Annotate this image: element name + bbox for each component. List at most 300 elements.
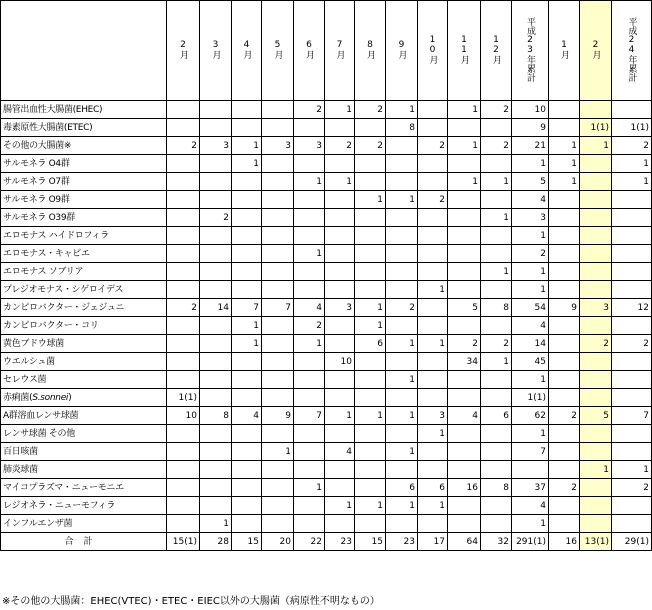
count-cell: 6 bbox=[355, 335, 386, 353]
count-cell bbox=[294, 515, 325, 533]
count-cell bbox=[549, 497, 580, 515]
count-cell: 2 bbox=[481, 335, 512, 353]
table-row bbox=[1, 191, 652, 209]
count-cell: 1 bbox=[418, 335, 448, 353]
count-cell bbox=[325, 281, 355, 299]
count-cell: 6 bbox=[386, 479, 418, 497]
count-cell bbox=[167, 173, 200, 191]
table-row bbox=[1, 461, 652, 479]
count-cell bbox=[200, 353, 232, 371]
count-cell bbox=[262, 479, 294, 497]
count-cell: 13(1) bbox=[580, 533, 612, 551]
count-cell bbox=[167, 515, 200, 533]
count-cell bbox=[355, 371, 386, 389]
count-cell bbox=[200, 263, 232, 281]
count-cell bbox=[448, 245, 481, 263]
table-row bbox=[1, 515, 652, 533]
count-cell bbox=[448, 209, 481, 227]
count-cell bbox=[448, 317, 481, 335]
count-cell bbox=[167, 479, 200, 497]
count-cell: 1 bbox=[386, 371, 418, 389]
count-cell bbox=[386, 515, 418, 533]
count-cell: 4 bbox=[325, 443, 355, 461]
count-cell bbox=[200, 245, 232, 263]
count-cell: 1 bbox=[512, 155, 549, 173]
count-cell bbox=[612, 443, 652, 461]
count-cell bbox=[386, 389, 418, 407]
count-cell: 1 bbox=[325, 407, 355, 425]
column-header-label: 1月 bbox=[559, 39, 569, 59]
count-cell bbox=[355, 263, 386, 281]
count-cell bbox=[481, 227, 512, 245]
count-cell: 1 bbox=[448, 137, 481, 155]
count-cell: 3 bbox=[262, 137, 294, 155]
count-cell: 3 bbox=[325, 299, 355, 317]
count-cell bbox=[549, 317, 580, 335]
count-cell: 2 bbox=[481, 101, 512, 119]
count-cell bbox=[262, 425, 294, 443]
count-cell: 1 bbox=[355, 317, 386, 335]
count-cell bbox=[232, 281, 262, 299]
row-label: マイコプラズマ・ニューモニエ bbox=[1, 479, 167, 497]
count-cell bbox=[549, 263, 580, 281]
count-cell bbox=[294, 209, 325, 227]
count-cell: 10 bbox=[512, 101, 549, 119]
count-cell bbox=[167, 119, 200, 137]
table-row bbox=[1, 173, 652, 191]
column-header bbox=[448, 1, 481, 101]
count-cell bbox=[325, 389, 355, 407]
column-header bbox=[481, 1, 512, 101]
count-cell: 1 bbox=[294, 335, 325, 353]
column-header-label: 5月 bbox=[272, 39, 283, 59]
table-row bbox=[1, 371, 652, 389]
count-cell bbox=[325, 479, 355, 497]
table-row bbox=[1, 443, 652, 461]
count-cell: 1 bbox=[232, 317, 262, 335]
count-cell: 3 bbox=[294, 137, 325, 155]
count-cell: 1 bbox=[512, 371, 549, 389]
count-cell: 7 bbox=[512, 443, 549, 461]
count-cell bbox=[580, 173, 612, 191]
count-cell: 2 bbox=[580, 335, 612, 353]
count-cell bbox=[386, 137, 418, 155]
count-cell: 1 bbox=[232, 155, 262, 173]
count-cell: 2 bbox=[294, 101, 325, 119]
count-cell bbox=[418, 299, 448, 317]
row-label: 百日咳菌 bbox=[1, 443, 167, 461]
table-row bbox=[1, 317, 652, 335]
count-cell: 1 bbox=[580, 137, 612, 155]
count-cell: 4 bbox=[232, 407, 262, 425]
count-cell bbox=[355, 155, 386, 173]
count-cell bbox=[200, 389, 232, 407]
count-cell bbox=[167, 335, 200, 353]
header-row bbox=[1, 1, 652, 101]
count-cell: 1 bbox=[580, 461, 612, 479]
count-cell bbox=[355, 425, 386, 443]
table-row bbox=[1, 245, 652, 263]
count-cell: 2 bbox=[481, 137, 512, 155]
count-cell bbox=[262, 227, 294, 245]
count-cell bbox=[418, 371, 448, 389]
count-cell bbox=[232, 515, 262, 533]
count-cell bbox=[448, 263, 481, 281]
count-cell bbox=[167, 425, 200, 443]
count-cell bbox=[232, 425, 262, 443]
count-cell: 1 bbox=[325, 497, 355, 515]
count-cell: 9 bbox=[512, 119, 549, 137]
count-cell bbox=[262, 497, 294, 515]
count-cell: 1 bbox=[418, 497, 448, 515]
table-row bbox=[1, 389, 652, 407]
count-cell bbox=[325, 263, 355, 281]
count-cell: 4 bbox=[294, 299, 325, 317]
count-cell bbox=[325, 371, 355, 389]
count-cell bbox=[481, 281, 512, 299]
count-cell bbox=[481, 317, 512, 335]
count-cell bbox=[418, 173, 448, 191]
column-header-label: 平成24年累計 bbox=[626, 16, 637, 82]
count-cell bbox=[167, 263, 200, 281]
count-cell: 21 bbox=[512, 137, 549, 155]
row-label: インフルエンザ菌 bbox=[1, 515, 167, 533]
count-cell: 1 bbox=[386, 407, 418, 425]
count-cell: 7 bbox=[232, 299, 262, 317]
count-cell bbox=[580, 245, 612, 263]
count-cell bbox=[418, 245, 448, 263]
table-row bbox=[1, 209, 652, 227]
count-cell: 54 bbox=[512, 299, 549, 317]
count-cell bbox=[262, 335, 294, 353]
count-cell bbox=[294, 371, 325, 389]
count-cell bbox=[355, 461, 386, 479]
count-cell: 1 bbox=[355, 497, 386, 515]
count-cell bbox=[232, 479, 262, 497]
count-cell bbox=[512, 461, 549, 479]
count-cell bbox=[418, 353, 448, 371]
row-label: 毒素原性大腸菌(ETEC) bbox=[1, 119, 167, 137]
count-cell: 37 bbox=[512, 479, 549, 497]
count-cell: 1 bbox=[481, 209, 512, 227]
count-cell: 1 bbox=[355, 407, 386, 425]
row-label: エロモナス ソブリア bbox=[1, 263, 167, 281]
count-cell bbox=[262, 317, 294, 335]
count-cell bbox=[262, 515, 294, 533]
count-cell: 9 bbox=[549, 299, 580, 317]
count-cell: 2 bbox=[355, 137, 386, 155]
count-cell bbox=[386, 209, 418, 227]
count-cell: 1 bbox=[512, 515, 549, 533]
count-cell bbox=[481, 245, 512, 263]
count-cell bbox=[580, 281, 612, 299]
count-cell bbox=[200, 173, 232, 191]
count-cell bbox=[580, 389, 612, 407]
count-cell: 1 bbox=[512, 281, 549, 299]
count-cell bbox=[167, 371, 200, 389]
table-row bbox=[1, 497, 652, 515]
column-header-label: 12月 bbox=[491, 34, 501, 64]
count-cell bbox=[200, 119, 232, 137]
count-cell: 1 bbox=[512, 425, 549, 443]
total-row bbox=[1, 533, 652, 551]
count-cell bbox=[418, 155, 448, 173]
count-cell: 10 bbox=[325, 353, 355, 371]
count-cell: 2 bbox=[294, 317, 325, 335]
count-cell: 2 bbox=[612, 137, 652, 155]
count-cell bbox=[386, 227, 418, 245]
count-cell: 16 bbox=[448, 479, 481, 497]
count-cell bbox=[355, 281, 386, 299]
species-name: S.sonnei bbox=[32, 392, 69, 403]
count-cell bbox=[612, 191, 652, 209]
count-cell: 2 bbox=[418, 191, 448, 209]
count-cell bbox=[325, 425, 355, 443]
count-cell bbox=[355, 173, 386, 191]
count-cell: 8 bbox=[481, 479, 512, 497]
column-header-label: 2月 bbox=[590, 39, 601, 59]
count-cell bbox=[232, 443, 262, 461]
count-cell bbox=[418, 263, 448, 281]
count-cell bbox=[200, 479, 232, 497]
count-cell bbox=[418, 119, 448, 137]
count-cell: 1 bbox=[481, 263, 512, 281]
count-cell: 2 bbox=[167, 299, 200, 317]
count-cell bbox=[448, 281, 481, 299]
count-cell bbox=[612, 281, 652, 299]
count-cell bbox=[294, 497, 325, 515]
row-label: ウエルシュ菌 bbox=[1, 353, 167, 371]
column-header-label: 10月 bbox=[427, 34, 438, 64]
count-cell: 1 bbox=[386, 335, 418, 353]
count-cell bbox=[355, 245, 386, 263]
count-cell bbox=[167, 227, 200, 245]
count-cell: 17 bbox=[418, 533, 448, 551]
count-cell: 6 bbox=[418, 479, 448, 497]
count-cell: 291(1) bbox=[512, 533, 549, 551]
count-cell bbox=[200, 101, 232, 119]
count-cell: 29(1) bbox=[612, 533, 652, 551]
count-cell bbox=[612, 101, 652, 119]
count-cell bbox=[200, 371, 232, 389]
column-header-label: 11月 bbox=[459, 34, 469, 64]
count-cell bbox=[294, 389, 325, 407]
count-cell: 1 bbox=[386, 443, 418, 461]
column-header bbox=[580, 1, 612, 101]
count-cell bbox=[448, 443, 481, 461]
count-cell: 4 bbox=[512, 191, 549, 209]
count-cell bbox=[549, 281, 580, 299]
count-cell: 1 bbox=[549, 173, 580, 191]
count-cell bbox=[294, 191, 325, 209]
row-label: セレウス菌 bbox=[1, 371, 167, 389]
count-cell bbox=[167, 461, 200, 479]
count-cell: 4 bbox=[448, 407, 481, 425]
count-cell bbox=[549, 335, 580, 353]
count-cell: 23 bbox=[325, 533, 355, 551]
count-cell bbox=[386, 245, 418, 263]
count-cell: 45 bbox=[512, 353, 549, 371]
count-cell bbox=[262, 119, 294, 137]
table-row bbox=[1, 227, 652, 245]
count-cell bbox=[262, 101, 294, 119]
count-cell: 1 bbox=[418, 425, 448, 443]
count-cell bbox=[580, 353, 612, 371]
count-cell bbox=[580, 479, 612, 497]
count-cell bbox=[612, 425, 652, 443]
count-cell bbox=[262, 245, 294, 263]
count-cell bbox=[481, 155, 512, 173]
count-cell bbox=[325, 335, 355, 353]
count-cell bbox=[200, 461, 232, 479]
count-cell bbox=[612, 263, 652, 281]
count-cell bbox=[232, 119, 262, 137]
table-row bbox=[1, 101, 652, 119]
count-cell: 4 bbox=[512, 317, 549, 335]
count-cell bbox=[355, 479, 386, 497]
count-cell bbox=[612, 209, 652, 227]
count-cell bbox=[612, 353, 652, 371]
count-cell bbox=[294, 155, 325, 173]
count-cell bbox=[294, 281, 325, 299]
count-cell: 1 bbox=[612, 173, 652, 191]
count-cell bbox=[325, 227, 355, 245]
column-header-label: 2月 bbox=[178, 39, 188, 59]
table-row bbox=[1, 137, 652, 155]
count-cell bbox=[448, 119, 481, 137]
row-label: サルモネラ O9群 bbox=[1, 191, 167, 209]
count-cell bbox=[418, 317, 448, 335]
count-cell bbox=[294, 119, 325, 137]
count-cell: 2 bbox=[167, 137, 200, 155]
count-cell bbox=[232, 497, 262, 515]
count-cell bbox=[481, 443, 512, 461]
count-cell bbox=[549, 515, 580, 533]
count-cell: 64 bbox=[448, 533, 481, 551]
count-cell: 2 bbox=[448, 335, 481, 353]
count-cell bbox=[232, 461, 262, 479]
count-cell: 16 bbox=[549, 533, 580, 551]
count-cell bbox=[612, 389, 652, 407]
count-cell: 4 bbox=[512, 497, 549, 515]
count-cell bbox=[386, 281, 418, 299]
count-cell bbox=[386, 173, 418, 191]
count-cell: 1 bbox=[232, 335, 262, 353]
row-label: その他の大腸菌※ bbox=[1, 137, 167, 155]
count-cell: 8 bbox=[481, 299, 512, 317]
count-cell: 1 bbox=[325, 101, 355, 119]
count-cell bbox=[167, 443, 200, 461]
count-cell: 1 bbox=[325, 173, 355, 191]
count-cell bbox=[325, 209, 355, 227]
count-cell: 2 bbox=[549, 479, 580, 497]
count-cell bbox=[167, 101, 200, 119]
count-cell bbox=[294, 353, 325, 371]
count-cell: 1 bbox=[448, 173, 481, 191]
column-header bbox=[612, 1, 652, 101]
count-cell bbox=[448, 155, 481, 173]
count-cell: 1 bbox=[355, 191, 386, 209]
count-cell bbox=[232, 263, 262, 281]
count-cell bbox=[612, 227, 652, 245]
count-cell: 7 bbox=[612, 407, 652, 425]
count-cell bbox=[355, 209, 386, 227]
count-cell bbox=[167, 155, 200, 173]
count-cell bbox=[232, 245, 262, 263]
count-cell bbox=[167, 209, 200, 227]
row-label: サルモネラ O4群 bbox=[1, 155, 167, 173]
count-cell bbox=[262, 281, 294, 299]
row-label: プレジオモナス・シゲロイデス bbox=[1, 281, 167, 299]
count-cell: 1 bbox=[294, 479, 325, 497]
count-cell bbox=[232, 173, 262, 191]
count-cell bbox=[232, 371, 262, 389]
column-header-label: 3月 bbox=[210, 39, 221, 59]
count-cell: 1(1) bbox=[512, 389, 549, 407]
count-cell bbox=[481, 119, 512, 137]
count-cell: 5 bbox=[580, 407, 612, 425]
count-cell: 3 bbox=[200, 137, 232, 155]
count-cell: 2 bbox=[355, 101, 386, 119]
count-cell bbox=[448, 497, 481, 515]
count-cell bbox=[580, 263, 612, 281]
count-cell bbox=[262, 389, 294, 407]
count-cell bbox=[167, 353, 200, 371]
count-cell: 3 bbox=[580, 299, 612, 317]
count-cell bbox=[200, 443, 232, 461]
table-row bbox=[1, 299, 652, 317]
count-cell: 1 bbox=[386, 101, 418, 119]
count-cell: 14 bbox=[512, 335, 549, 353]
count-cell: 1 bbox=[418, 281, 448, 299]
count-cell: 32 bbox=[481, 533, 512, 551]
column-header-label: 4月 bbox=[241, 39, 252, 59]
column-header bbox=[325, 1, 355, 101]
count-cell: 3 bbox=[418, 407, 448, 425]
count-cell: 62 bbox=[512, 407, 549, 425]
count-cell bbox=[167, 497, 200, 515]
column-header bbox=[355, 1, 386, 101]
count-cell: 5 bbox=[448, 299, 481, 317]
count-cell bbox=[262, 371, 294, 389]
count-cell bbox=[549, 119, 580, 137]
row-label: サルモネラ O7群 bbox=[1, 173, 167, 191]
count-cell: 1 bbox=[262, 443, 294, 461]
count-cell bbox=[262, 173, 294, 191]
count-cell bbox=[549, 353, 580, 371]
count-cell bbox=[612, 497, 652, 515]
count-cell: 1 bbox=[612, 155, 652, 173]
count-cell bbox=[481, 425, 512, 443]
row-label: 黄色ブドウ球菌 bbox=[1, 335, 167, 353]
column-header bbox=[200, 1, 232, 101]
count-cell: 9 bbox=[262, 407, 294, 425]
footnote: ※その他の大腸菌：EHEC(VTEC)・ETEC・EIEC以外の大腸菌（病原性不明なもの） bbox=[2, 596, 380, 607]
count-cell: 1 bbox=[612, 461, 652, 479]
count-cell: 1 bbox=[512, 227, 549, 245]
count-cell bbox=[481, 191, 512, 209]
column-header bbox=[167, 1, 200, 101]
count-cell bbox=[448, 461, 481, 479]
count-cell bbox=[481, 371, 512, 389]
count-cell bbox=[262, 155, 294, 173]
count-cell: 1 bbox=[549, 137, 580, 155]
count-cell bbox=[448, 191, 481, 209]
column-header-label: 6月 bbox=[304, 39, 314, 59]
count-cell bbox=[418, 101, 448, 119]
count-cell bbox=[200, 191, 232, 209]
count-cell bbox=[448, 227, 481, 245]
